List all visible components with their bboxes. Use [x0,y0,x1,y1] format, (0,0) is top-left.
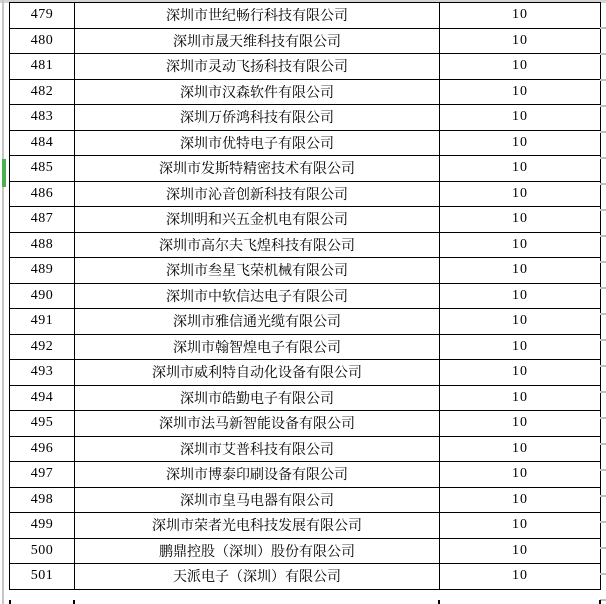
column-gridline-tick [438,600,440,604]
cell-row-number[interactable]: 488 [10,232,75,258]
row-gridline-tick [600,79,606,81]
cell-row-number[interactable]: 494 [10,385,75,411]
table-row [10,513,601,539]
row-gridline-tick [600,443,606,445]
table-row [10,385,601,411]
cell-company-name[interactable]: 深圳市荣者光电科技发展有限公司 [75,513,440,539]
cell-score[interactable]: 10 [440,462,601,488]
cell-score[interactable]: 10 [440,436,601,462]
cell-row-number[interactable]: 500 [10,538,75,564]
table-row [10,28,601,54]
cell-score[interactable]: 10 [440,156,601,182]
cell-company-name[interactable]: 深圳市世纪畅行科技有限公司 [75,3,440,29]
row-gridline-tick [600,183,606,185]
table-row [10,105,601,131]
row-gridline-tick [600,235,606,237]
table-row [10,334,601,360]
row-gridline-tick [600,157,606,159]
cell-company-name[interactable]: 深圳万侨鸿科技有限公司 [75,105,440,131]
cell-row-number[interactable]: 487 [10,207,75,233]
row-485-green-marker [2,159,6,187]
table-row [10,181,601,207]
cell-score[interactable]: 10 [440,79,601,105]
table-row [10,436,601,462]
column-gridline-tick [599,600,601,604]
cell-score[interactable]: 10 [440,487,601,513]
cell-row-number[interactable]: 501 [10,564,75,590]
row-gridline-tick [600,313,606,315]
cell-row-number[interactable]: 495 [10,411,75,437]
cell-row-number[interactable]: 492 [10,334,75,360]
cell-row-number[interactable]: 483 [10,105,75,131]
column-gridline-tick [9,600,11,604]
cell-company-name[interactable]: 深圳市中软信达电子有限公司 [75,283,440,309]
cell-company-name[interactable]: 深圳市威利特自动化设备有限公司 [75,360,440,386]
cell-row-number[interactable]: 480 [10,28,75,54]
cell-score[interactable]: 10 [440,564,601,590]
cell-row-number[interactable]: 485 [10,156,75,182]
cell-score[interactable]: 10 [440,411,601,437]
table-row [10,207,601,233]
table-row [10,564,601,590]
table-row [10,283,601,309]
cell-company-name[interactable]: 深圳市法马新智能设备有限公司 [75,411,440,437]
row-gridline-tick [600,209,606,211]
row-gridline-tick [600,417,606,419]
cell-row-number[interactable]: 489 [10,258,75,284]
table-row [10,232,601,258]
cell-company-name[interactable]: 深圳市发斯特精密技术有限公司 [75,156,440,182]
row-gridline-tick [600,573,606,575]
table-row [10,462,601,488]
table-row [10,538,601,564]
row-gridline-tick [600,261,606,263]
cell-score[interactable]: 10 [440,3,601,29]
cell-score[interactable]: 10 [440,258,601,284]
cell-score[interactable]: 10 [440,513,601,539]
company-score-table [9,2,601,590]
cell-row-number[interactable]: 484 [10,130,75,156]
table-row [10,156,601,182]
cell-row-number[interactable]: 481 [10,54,75,80]
cell-score[interactable]: 10 [440,309,601,335]
cell-score[interactable]: 10 [440,385,601,411]
row-gridline-tick [600,547,606,549]
cell-company-name[interactable]: 深圳市皇马电器有限公司 [75,487,440,513]
cell-company-name[interactable]: 深圳市博泰印刷设备有限公司 [75,462,440,488]
cell-score[interactable]: 10 [440,334,601,360]
cell-row-number[interactable]: 496 [10,436,75,462]
cell-company-name[interactable]: 深圳市高尔夫飞煌科技有限公司 [75,232,440,258]
cell-company-name[interactable]: 深圳市沁音创新科技有限公司 [75,181,440,207]
cell-company-name[interactable]: 深圳市艾普科技有限公司 [75,436,440,462]
cell-company-name[interactable]: 深圳市皓勤电子有限公司 [75,385,440,411]
cell-score[interactable]: 10 [440,130,601,156]
cell-row-number[interactable]: 486 [10,181,75,207]
cell-row-number[interactable]: 490 [10,283,75,309]
cell-row-number[interactable]: 482 [10,79,75,105]
row-gridline-tick [600,105,606,107]
table-body [10,3,601,590]
table-row [10,411,601,437]
cell-company-name[interactable]: 深圳市汉森软件有限公司 [75,79,440,105]
table-row [10,258,601,284]
cell-score[interactable]: 10 [440,283,601,309]
cell-company-name[interactable]: 深圳市雅信通光缆有限公司 [75,309,440,335]
table-row [10,54,601,80]
row-gridline-tick [600,495,606,497]
cell-company-name[interactable]: 深圳市翰智煌电子有限公司 [75,334,440,360]
cell-score[interactable]: 10 [440,360,601,386]
row-gridline-tick [600,365,606,367]
table-row [10,3,601,29]
cell-score[interactable]: 10 [440,105,601,131]
row-gridline-tick [600,339,606,341]
table-row [10,360,601,386]
cell-row-number[interactable]: 497 [10,462,75,488]
cell-row-number[interactable]: 499 [10,513,75,539]
row-gridline-tick [600,131,606,133]
table-row [10,130,601,156]
cell-company-name[interactable]: 鹏鼎控股（深圳）股份有限公司 [75,538,440,564]
row-gridline-tick [600,53,606,55]
cell-score[interactable]: 10 [440,207,601,233]
column-gridline-tick [73,600,75,604]
cell-company-name[interactable]: 深圳明和兴五金机电有限公司 [75,207,440,233]
cell-row-number[interactable]: 498 [10,487,75,513]
row-gridline-tick [600,287,606,289]
cell-score[interactable]: 10 [440,54,601,80]
cell-score[interactable]: 10 [440,181,601,207]
cell-score[interactable]: 10 [440,28,601,54]
left-column-gridline [2,0,4,604]
table-row [10,487,601,513]
cell-score[interactable]: 10 [440,232,601,258]
table-row [10,309,601,335]
cell-company-name[interactable]: 深圳市优特电子有限公司 [75,130,440,156]
cell-company-name[interactable]: 深圳市灵动飞扬科技有限公司 [75,54,440,80]
table-row [10,79,601,105]
cell-company-name[interactable]: 天派电子（深圳）有限公司 [75,564,440,590]
row-gridline-tick [600,27,606,29]
cell-row-number[interactable]: 479 [10,3,75,29]
row-gridline-tick [600,391,606,393]
cell-row-number[interactable]: 491 [10,309,75,335]
cell-row-number[interactable]: 493 [10,360,75,386]
cell-company-name[interactable]: 深圳市叁星飞荣机械有限公司 [75,258,440,284]
row-gridline-tick [600,521,606,523]
cell-score[interactable]: 10 [440,538,601,564]
cell-company-name[interactable]: 深圳市晟天维科技有限公司 [75,28,440,54]
row-gridline-tick [600,469,606,471]
